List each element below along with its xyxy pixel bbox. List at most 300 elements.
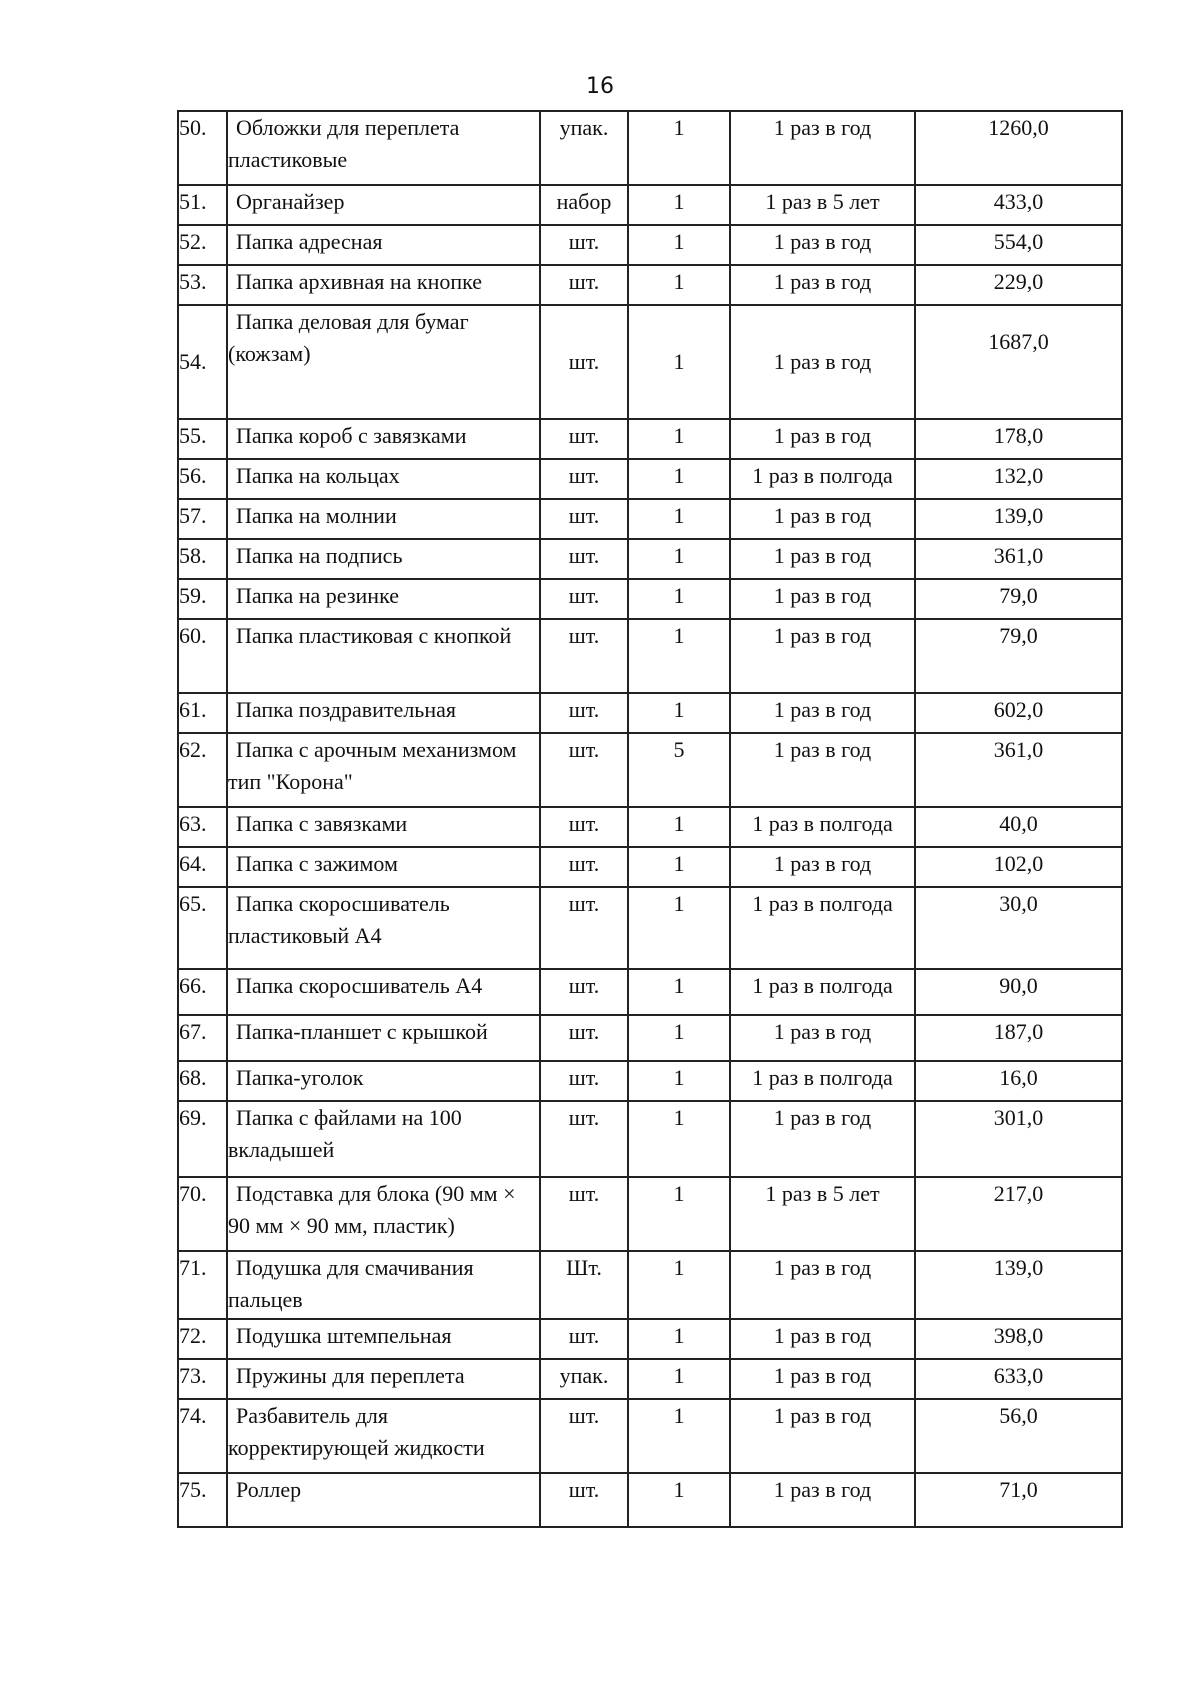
row-number-text: 74. [179, 1403, 207, 1428]
quantity-text: 1 [673, 543, 685, 568]
item-name-cell [227, 1399, 540, 1473]
unit-text: шт. [568, 1477, 600, 1502]
table-row [178, 419, 1122, 459]
unit-cell [540, 1359, 628, 1399]
table-row [178, 1359, 1122, 1399]
table-row [178, 1473, 1122, 1527]
frequency-text: 1 раз в год [773, 1105, 872, 1130]
quantity-cell [628, 111, 730, 185]
row-number-cell [178, 185, 227, 225]
quantity-text: 1 [673, 583, 685, 608]
row-number-cell [178, 887, 227, 969]
row-number-cell [178, 419, 227, 459]
table-row [178, 969, 1122, 1015]
unit-cell [540, 1061, 628, 1101]
table-row [178, 305, 1122, 419]
row-number-text: 53. [179, 269, 207, 294]
quantity-text: 1 [673, 1019, 685, 1044]
item-name-cell [227, 499, 540, 539]
quantity-cell [628, 619, 730, 693]
quantity-cell [628, 1015, 730, 1061]
quantity-cell [628, 459, 730, 499]
price-cell [915, 1359, 1122, 1399]
frequency-text: 1 раз в год [773, 543, 872, 568]
unit-text: упак. [559, 1363, 609, 1388]
frequency-cell [730, 185, 915, 225]
frequency-cell [730, 733, 915, 807]
row-number-cell [178, 847, 227, 887]
frequency-cell [730, 1473, 915, 1527]
unit-cell [540, 1319, 628, 1359]
frequency-text: 1 раз в полгода [752, 463, 893, 488]
row-number-text: 62. [179, 737, 207, 762]
price-text: 30,0 [999, 891, 1038, 916]
price-text: 102,0 [993, 851, 1044, 876]
price-text: 90,0 [999, 973, 1038, 998]
unit-text: шт. [568, 811, 600, 836]
item-name-text: Папка на резинке [236, 583, 399, 608]
quantity-text: 1 [673, 229, 685, 254]
table-row [178, 579, 1122, 619]
table-row [178, 693, 1122, 733]
unit-text: шт. [568, 1105, 600, 1130]
row-number-cell [178, 1251, 227, 1319]
row-number-text: 68. [179, 1065, 207, 1090]
item-name-cell [227, 733, 540, 807]
item-name-cell [227, 619, 540, 693]
item-name-text: Папка адресная [236, 229, 383, 254]
quantity-text: 1 [673, 1105, 685, 1130]
price-cell [915, 619, 1122, 693]
unit-text: шт. [568, 229, 600, 254]
unit-text: шт. [568, 349, 600, 374]
frequency-text: 1 раз в год [773, 1019, 872, 1044]
price-text: 301,0 [993, 1105, 1044, 1130]
item-name-cell [227, 1061, 540, 1101]
frequency-cell [730, 305, 915, 419]
row-number-cell [178, 733, 227, 807]
price-cell [915, 419, 1122, 459]
frequency-text: 1 раз в 5 лет [765, 1181, 880, 1206]
frequency-cell [730, 807, 915, 847]
row-number-text: 52. [179, 229, 207, 254]
unit-cell [540, 1177, 628, 1251]
row-number-cell [178, 225, 227, 265]
frequency-text: 1 раз в полгода [752, 891, 893, 916]
unit-cell [540, 419, 628, 459]
frequency-text: 1 раз в год [773, 229, 872, 254]
price-text: 187,0 [993, 1019, 1044, 1044]
item-name-cell [227, 693, 540, 733]
item-name-text: Папка короб с завязками [236, 423, 467, 448]
frequency-cell [730, 225, 915, 265]
price-cell [915, 499, 1122, 539]
quantity-cell [628, 1061, 730, 1101]
row-number-text: 58. [179, 543, 207, 568]
item-name-cell [227, 1251, 540, 1319]
item-name-text: Роллер [236, 1477, 302, 1502]
quantity-text: 1 [673, 1255, 685, 1280]
quantity-text: 1 [673, 115, 685, 140]
frequency-text: 1 раз в полгода [752, 811, 893, 836]
quantity-text: 1 [673, 891, 685, 916]
price-text: 1260,0 [988, 115, 1049, 140]
frequency-cell [730, 1015, 915, 1061]
price-cell [915, 265, 1122, 305]
row-number-text: 70. [179, 1181, 207, 1206]
unit-cell [540, 693, 628, 733]
frequency-cell [730, 459, 915, 499]
row-number-cell [178, 579, 227, 619]
row-number-cell [178, 1399, 227, 1473]
table-row [178, 807, 1122, 847]
price-cell [915, 111, 1122, 185]
unit-text: шт. [568, 463, 600, 488]
unit-text: шт. [568, 973, 600, 998]
unit-text: шт. [568, 1065, 600, 1090]
unit-cell [540, 265, 628, 305]
quantity-cell [628, 1399, 730, 1473]
frequency-cell [730, 847, 915, 887]
table-row [178, 847, 1122, 887]
row-number-text: 61. [179, 697, 207, 722]
price-cell [915, 1399, 1122, 1473]
price-text: 361,0 [993, 737, 1044, 762]
item-name-cell [227, 1015, 540, 1061]
row-number-text: 50. [179, 115, 207, 140]
item-name-cell [227, 579, 540, 619]
unit-cell [540, 459, 628, 499]
row-number-cell [178, 1061, 227, 1101]
table-row [178, 1177, 1122, 1251]
price-text: 139,0 [993, 1255, 1044, 1280]
table-row [178, 499, 1122, 539]
price-cell [915, 185, 1122, 225]
frequency-text: 1 раз в год [773, 697, 872, 722]
item-name-text: Органайзер [236, 189, 345, 214]
frequency-text: 1 раз в полгода [752, 973, 893, 998]
frequency-text: 1 раз в 5 лет [765, 189, 880, 214]
page-number: 16 [586, 74, 614, 99]
frequency-cell [730, 499, 915, 539]
frequency-cell [730, 419, 915, 459]
unit-text: шт. [568, 269, 600, 294]
quantity-cell [628, 579, 730, 619]
quantity-text: 1 [673, 1323, 685, 1348]
unit-cell [540, 1101, 628, 1177]
price-cell [915, 807, 1122, 847]
price-cell [915, 1251, 1122, 1319]
item-name-cell [227, 807, 540, 847]
quantity-text: 1 [673, 269, 685, 294]
price-text: 433,0 [993, 189, 1044, 214]
quantity-cell [628, 305, 730, 419]
frequency-cell [730, 265, 915, 305]
frequency-text: 1 раз в год [773, 623, 872, 648]
item-name-cell [227, 1319, 540, 1359]
row-number-text: 60. [179, 623, 207, 648]
item-name-text: Папка деловая для бумаг (кожзам) [228, 309, 469, 366]
price-cell [915, 847, 1122, 887]
quantity-text: 1 [673, 503, 685, 528]
item-name-cell [227, 1101, 540, 1177]
quantity-cell [628, 419, 730, 459]
price-cell [915, 1061, 1122, 1101]
row-number-text: 73. [179, 1363, 207, 1388]
price-text: 16,0 [999, 1065, 1038, 1090]
item-name-text: Папка пластиковая с кнопкой [236, 623, 512, 648]
unit-cell [540, 185, 628, 225]
quantity-cell [628, 499, 730, 539]
frequency-cell [730, 693, 915, 733]
quantity-cell [628, 847, 730, 887]
row-number-cell [178, 265, 227, 305]
quantity-cell [628, 1177, 730, 1251]
row-number-text: 69. [179, 1105, 207, 1130]
row-number-text: 75. [179, 1477, 207, 1502]
quantity-text: 5 [673, 737, 685, 762]
table-row [178, 265, 1122, 305]
item-name-text: Папка с файлами на 100 вкладышей [228, 1105, 462, 1162]
quantity-cell [628, 693, 730, 733]
unit-text: шт. [568, 697, 600, 722]
frequency-cell [730, 1101, 915, 1177]
row-number-cell [178, 459, 227, 499]
row-number-text: 71. [179, 1255, 207, 1280]
row-number-cell [178, 539, 227, 579]
table-body [178, 111, 1122, 1527]
frequency-text: 1 раз в год [773, 851, 872, 876]
unit-text: шт. [568, 1403, 600, 1428]
unit-text: упак. [559, 115, 609, 140]
unit-cell [540, 1015, 628, 1061]
quantity-cell [628, 1101, 730, 1177]
price-cell [915, 579, 1122, 619]
price-cell [915, 459, 1122, 499]
price-text: 229,0 [993, 269, 1044, 294]
table-row [178, 185, 1122, 225]
item-name-text: Пружины для переплета [236, 1363, 465, 1388]
unit-cell [540, 1473, 628, 1527]
row-number-cell [178, 1359, 227, 1399]
frequency-cell [730, 1319, 915, 1359]
frequency-text: 1 раз в год [773, 583, 872, 608]
table-row [178, 111, 1122, 185]
frequency-cell [730, 619, 915, 693]
frequency-text: 1 раз в год [773, 423, 872, 448]
unit-cell [540, 1251, 628, 1319]
row-number-cell [178, 111, 227, 185]
unit-cell [540, 733, 628, 807]
row-number-text: 56. [179, 463, 207, 488]
quantity-text: 1 [673, 1363, 685, 1388]
price-cell [915, 305, 1122, 419]
row-number-text: 55. [179, 423, 207, 448]
quantity-cell [628, 1473, 730, 1527]
quantity-text: 1 [673, 1181, 685, 1206]
price-text: 602,0 [993, 697, 1044, 722]
unit-cell [540, 619, 628, 693]
item-name-text: Подушка штемпельная [236, 1323, 452, 1348]
quantity-cell [628, 969, 730, 1015]
row-number-cell [178, 807, 227, 847]
unit-cell [540, 847, 628, 887]
table-row [178, 539, 1122, 579]
item-name-text: Папка на кольцах [236, 463, 400, 488]
unit-text: шт. [568, 423, 600, 448]
frequency-text: 1 раз в год [773, 737, 872, 762]
frequency-text: 1 раз в год [773, 1363, 872, 1388]
item-name-cell [227, 1177, 540, 1251]
table-row [178, 1399, 1122, 1473]
unit-cell [540, 887, 628, 969]
frequency-text: 1 раз в год [773, 269, 872, 294]
price-cell [915, 693, 1122, 733]
row-number-cell [178, 969, 227, 1015]
row-number-text: 67. [179, 1019, 207, 1044]
table-row [178, 1015, 1122, 1061]
frequency-cell [730, 887, 915, 969]
price-text: 398,0 [993, 1323, 1044, 1348]
quantity-text: 1 [673, 189, 685, 214]
price-text: 132,0 [993, 463, 1044, 488]
row-number-text: 63. [179, 811, 207, 836]
unit-cell [540, 579, 628, 619]
item-name-cell [227, 1473, 540, 1527]
quantity-cell [628, 185, 730, 225]
unit-text: шт. [568, 623, 600, 648]
row-number-text: 65. [179, 891, 207, 916]
frequency-cell [730, 539, 915, 579]
item-name-cell [227, 225, 540, 265]
row-number-text: 54. [179, 349, 207, 374]
quantity-cell [628, 539, 730, 579]
unit-text: Шт. [566, 1255, 602, 1280]
quantity-cell [628, 1319, 730, 1359]
item-name-cell [227, 847, 540, 887]
frequency-cell [730, 1359, 915, 1399]
item-name-text: Разбавитель для корректирующей жидкости [228, 1403, 485, 1460]
price-cell [915, 1015, 1122, 1061]
price-cell [915, 887, 1122, 969]
quantity-cell [628, 887, 730, 969]
row-number-cell [178, 1101, 227, 1177]
table-row [178, 619, 1122, 693]
frequency-cell [730, 1061, 915, 1101]
unit-cell [540, 111, 628, 185]
quantity-cell [628, 1359, 730, 1399]
item-name-cell [227, 539, 540, 579]
price-text: 79,0 [999, 623, 1038, 648]
price-cell [915, 1177, 1122, 1251]
price-cell [915, 1101, 1122, 1177]
table-row [178, 1251, 1122, 1319]
quantity-text: 1 [673, 463, 685, 488]
frequency-cell [730, 1177, 915, 1251]
price-cell [915, 1473, 1122, 1527]
price-text: 217,0 [993, 1181, 1044, 1206]
quantity-cell [628, 733, 730, 807]
unit-text: шт. [568, 737, 600, 762]
row-number-cell [178, 1473, 227, 1527]
item-name-text: Папка с зажимом [236, 851, 398, 876]
frequency-text: 1 раз в год [773, 503, 872, 528]
row-number-cell [178, 693, 227, 733]
table-row [178, 1101, 1122, 1177]
table-row [178, 1061, 1122, 1101]
quantity-text: 1 [673, 423, 685, 448]
table-row [178, 887, 1122, 969]
quantity-text: 1 [673, 851, 685, 876]
row-number-text: 59. [179, 583, 207, 608]
row-number-cell [178, 1015, 227, 1061]
item-name-cell [227, 887, 540, 969]
table-row [178, 225, 1122, 265]
unit-cell [540, 969, 628, 1015]
item-name-cell [227, 1359, 540, 1399]
item-name-cell [227, 265, 540, 305]
unit-text: шт. [568, 891, 600, 916]
frequency-text: 1 раз в год [773, 349, 872, 374]
unit-cell [540, 807, 628, 847]
frequency-cell [730, 1251, 915, 1319]
quantity-text: 1 [673, 1065, 685, 1090]
row-number-text: 66. [179, 973, 207, 998]
supplies-table [177, 110, 1123, 1528]
unit-text: шт. [568, 543, 600, 568]
frequency-text: 1 раз в год [773, 1477, 872, 1502]
item-name-text: Папка-планшет с крышкой [236, 1019, 488, 1044]
row-number-cell [178, 305, 227, 419]
unit-text: набор [556, 189, 612, 214]
row-number-cell [178, 499, 227, 539]
price-text: 139,0 [993, 503, 1044, 528]
item-name-text: Папка скоросшиватель пластиковый А4 [228, 891, 450, 948]
unit-text: шт. [568, 1323, 600, 1348]
unit-cell [540, 539, 628, 579]
frequency-cell [730, 111, 915, 185]
item-name-text: Подушка для смачивания пальцев [228, 1255, 474, 1312]
item-name-cell [227, 305, 540, 419]
table-row [178, 1319, 1122, 1359]
quantity-cell [628, 225, 730, 265]
item-name-text: Папка архивная на кнопке [236, 269, 483, 294]
unit-cell [540, 225, 628, 265]
price-cell [915, 733, 1122, 807]
price-text: 79,0 [999, 583, 1038, 608]
quantity-text: 1 [673, 623, 685, 648]
quantity-text: 1 [673, 697, 685, 722]
row-number-text: 51. [179, 189, 207, 214]
item-name-text: Папка с арочным механизмом тип "Корона" [228, 737, 517, 794]
row-number-cell [178, 619, 227, 693]
item-name-text: Папка с завязками [236, 811, 408, 836]
unit-text: шт. [568, 1181, 600, 1206]
price-text: 554,0 [993, 229, 1044, 254]
frequency-cell [730, 579, 915, 619]
unit-cell [540, 499, 628, 539]
table-row [178, 459, 1122, 499]
price-text: 178,0 [993, 423, 1044, 448]
item-name-text: Папка-уголок [236, 1065, 364, 1090]
row-number-text: 57. [179, 503, 207, 528]
price-cell [915, 1319, 1122, 1359]
price-cell [915, 539, 1122, 579]
frequency-cell [730, 969, 915, 1015]
price-cell [915, 969, 1122, 1015]
item-name-text: Папка скоросшиватель А4 [236, 973, 483, 998]
unit-text: шт. [568, 851, 600, 876]
